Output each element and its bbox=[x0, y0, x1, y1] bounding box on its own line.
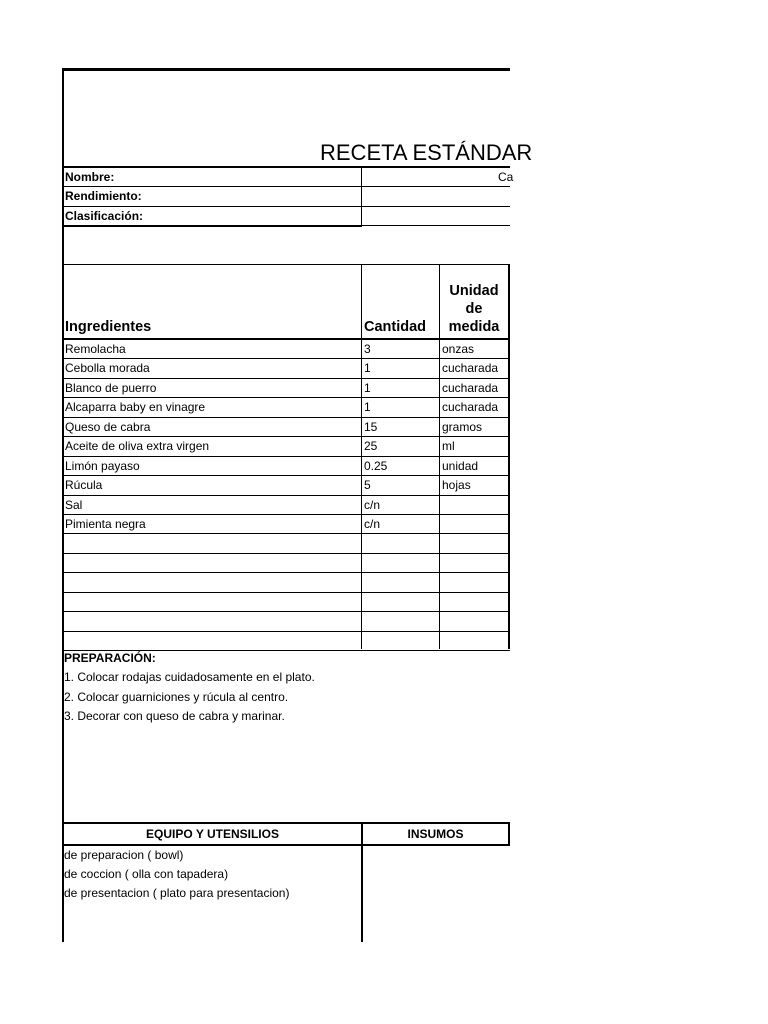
ingrediente-cell: Alcaparra baby en vinagre bbox=[65, 400, 206, 415]
divider bbox=[362, 225, 510, 226]
unidad-cell: ml bbox=[442, 439, 455, 454]
unidad-cell: cucharada bbox=[442, 400, 499, 415]
ingrediente-cell: Blanco de puerro bbox=[65, 380, 157, 395]
ingrediente-cell: Sal bbox=[65, 497, 83, 512]
row-divider bbox=[62, 572, 510, 573]
divider bbox=[62, 822, 510, 824]
header-unidad-3: medida bbox=[448, 319, 500, 335]
cantidad-cell: 1 bbox=[364, 380, 371, 395]
ingrediente-cell: Cebolla morada bbox=[65, 361, 150, 376]
divider bbox=[361, 166, 362, 227]
equipo-item: de presentacion ( plato para presentacion) bbox=[64, 886, 290, 900]
unidad-cell: cucharada bbox=[442, 361, 499, 376]
preparacion-step: 3. Decorar con queso de cabra y marinar. bbox=[64, 709, 285, 723]
border-left bbox=[62, 68, 64, 942]
equipo-item: de coccion ( olla con tapadera) bbox=[64, 867, 229, 881]
preparacion-step: 2. Colocar guarniciones y rúcula al centro. bbox=[64, 690, 289, 704]
ingrediente-cell: Aceite de oliva extra virgen bbox=[65, 439, 210, 454]
divider bbox=[62, 264, 510, 265]
row-divider bbox=[62, 592, 510, 593]
unidad-cell: hojas bbox=[442, 478, 471, 493]
header-cantidad: Cantidad bbox=[364, 319, 427, 335]
ingrediente-cell: Remolacha bbox=[65, 342, 126, 356]
cantidad-cell: 1 bbox=[364, 361, 371, 376]
preparacion-step: 1. Colocar rodajas cuidadosamente en el plato. bbox=[64, 670, 315, 684]
divider bbox=[62, 166, 510, 168]
ingrediente-cell: Queso de cabra bbox=[65, 419, 151, 434]
nombre-label: Nombre: bbox=[65, 170, 115, 184]
unidad-cell: unidad bbox=[442, 458, 479, 473]
ingrediente-cell: Limón payaso bbox=[65, 458, 140, 473]
cantidad-cell: 15 bbox=[364, 419, 378, 434]
divider bbox=[508, 822, 510, 846]
ingrediente-cell: Pimienta negra bbox=[65, 517, 146, 532]
page-title: RECETA ESTÁNDAR bbox=[320, 140, 533, 165]
header-unidad-2: de bbox=[465, 301, 483, 317]
header-unidad-1: Unidad bbox=[449, 283, 499, 299]
preparacion-label: PREPARACIÓN: bbox=[64, 651, 156, 665]
row-divider bbox=[62, 533, 510, 534]
cantidad-cell: 5 bbox=[364, 478, 371, 493]
cantidad-cell: 0.25 bbox=[364, 458, 388, 473]
row-divider bbox=[62, 611, 510, 612]
insumos-header: INSUMOS bbox=[407, 827, 464, 841]
row-divider bbox=[62, 553, 510, 554]
unidad-cell: gramos bbox=[442, 419, 483, 434]
recipe-sheet bbox=[62, 68, 533, 942]
unidad-cell: onzas bbox=[442, 342, 475, 356]
ingrediente-cell: Rúcula bbox=[65, 478, 103, 493]
clasificacion-label: Clasificación: bbox=[65, 209, 144, 223]
row-divider bbox=[62, 631, 510, 632]
unidad-cell: cucharada bbox=[442, 380, 499, 395]
equipo-header: EQUIPO Y UTENSILIOS bbox=[146, 827, 279, 841]
cantidad-cell: 3 bbox=[364, 342, 371, 356]
header-ingredientes: Ingredientes bbox=[65, 319, 152, 335]
row-divider bbox=[62, 495, 510, 496]
cantidad-cell: c/n bbox=[364, 497, 381, 512]
cantidad-cell: 25 bbox=[364, 439, 378, 454]
border-top bbox=[62, 68, 510, 71]
equipo-item: de preparacion ( bowl) bbox=[64, 848, 184, 862]
rendimiento-label: Rendimiento: bbox=[65, 189, 142, 203]
cantidad-cell: c/n bbox=[364, 517, 381, 532]
nombre-value: Ca bbox=[498, 170, 514, 184]
cantidad-cell: 1 bbox=[364, 400, 371, 415]
